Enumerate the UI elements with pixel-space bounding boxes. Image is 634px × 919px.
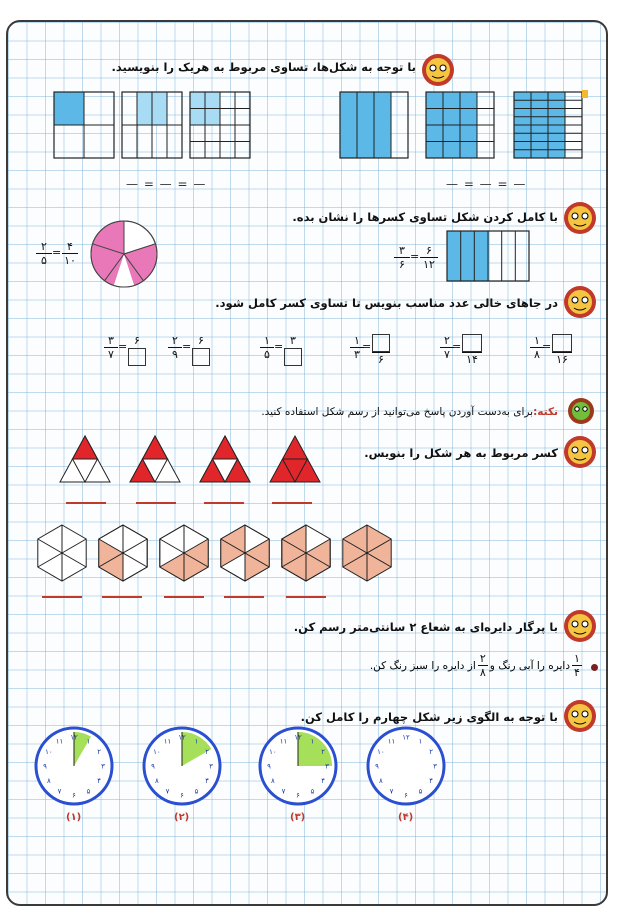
clock-numeral: ۱۱ bbox=[279, 737, 288, 746]
clock-label-1: (۱) bbox=[66, 812, 82, 823]
clock-label-2: (۲) bbox=[174, 812, 190, 823]
bee-mascot-icon bbox=[560, 200, 600, 236]
clock-numeral: ۳ bbox=[433, 762, 437, 771]
note-text: نکته:برای به‌دست آوردن پاسخ می‌توانید از رسم شکل استفاده کنید. bbox=[261, 406, 558, 418]
blank-equation-left[interactable]: — = — = — bbox=[126, 177, 207, 191]
bullet-point bbox=[591, 664, 598, 671]
clock-numeral: ۸ bbox=[155, 777, 159, 785]
clock-numeral: ۸ bbox=[271, 777, 275, 785]
instruction-line: $\frac{۱}{۴}$ دایره را آبی رنگ و $\frac{۲}{۸}$ از دایره را سبز رنگ کن. bbox=[370, 652, 582, 679]
clock-numeral: ۲ bbox=[429, 748, 433, 756]
clock-numeral: ۶ bbox=[404, 791, 408, 800]
clock-numeral: ۶ bbox=[72, 791, 76, 800]
triangles-row bbox=[58, 434, 348, 488]
answer-line[interactable] bbox=[272, 502, 312, 504]
clock-numeral: ۸ bbox=[47, 777, 51, 785]
section6-title: با توجه به الگوی زیر شکل چهارم را کامل کن. bbox=[300, 710, 558, 724]
fill-in-fractions-row: ۳ ۷ = ۶ ۲ ۹ = ۶ ۱ ۵ = ۳ ۱ ۳ = ۶ ۲ ۷ = ۱۴ ۱ ۸ = ۱۶ bbox=[104, 334, 584, 384]
clock-numeral: ۶ bbox=[180, 791, 184, 800]
clock-numeral: ۲ bbox=[321, 748, 325, 756]
clock-numeral: ۱۰ bbox=[377, 748, 385, 756]
clock-numeral: ۱۰ bbox=[269, 748, 277, 756]
clock-numeral: ۹ bbox=[375, 762, 379, 771]
clock-numeral: ۷ bbox=[281, 787, 286, 796]
clock-numeral: ۹ bbox=[43, 762, 47, 771]
clock-numeral: ۷ bbox=[57, 787, 62, 796]
hexagons-row bbox=[32, 522, 404, 584]
clock-numeral: ۵ bbox=[418, 787, 423, 796]
clock-numeral: ۱۲ bbox=[70, 733, 78, 742]
worksheet-page: با توجه به شکل‌ها، تساوی مربوط به هریک را بنویسید. — = — = — — = — = — با کامل کردن شکل تساوی کسرها را نشان بده. ۲ ۵ = ۴ ۱۰ ۳ ۶ = ۶ ۱۲ در جاهای خالی عدد مناسب بنویس تا تساوی کسر کامل شود. ۳ ۷ = ۶ ۲ ۹ = ۶ ۱ ۵ = ۳ ۱ ۳ = ۶ ۲ ۷ = ۱۴ ۱ ۸ = ۱۶ نکته:برای به‌دست آوردن پاسخ می‌توانید از رسم شکل استفاده کنید. کسر مربوط به هر شکل را بنویس. با پرگار دایره‌ای به شعاع ۲ سانتی‌متر رسم کن. $\frac{۱}{۴}$ دایره را آبی رنگ و $\frac{۲}{۸}$ از دایره را سبز رنگ کن. با توجه به الگوی زیر شکل چهارم را کامل کن. ۱۲ ۱ ۲ ۳ ۴ ۵ ۶ ۷ ۸ ۹ ۱۰ ۱۱ ۱۲ ۱ ۲ ۳ ۴ ۵ ۶ ۷ ۸ ۹ ۱۰ ۱۱ ۱۲ ۱ ۲ ۳ ۴ ۵ ۶ ۷ ۸ ۹ ۱۰ ۱۱ ۱۲ ۱ ۲ ۳ ۴ ۵ ۶ ۷ ۸ ۹ ۱۰ ۱۱ (۱) (۲) (۳) (۴) bbox=[6, 20, 608, 906]
clock-numeral: ۴ bbox=[97, 777, 101, 785]
clock-numeral: ۲ bbox=[97, 748, 101, 756]
clock-numeral: ۱۰ bbox=[45, 748, 53, 756]
clock-numeral: ۴ bbox=[429, 777, 433, 785]
clock-numeral: ۱۱ bbox=[55, 737, 64, 746]
clock-numeral: ۹ bbox=[267, 762, 271, 771]
strip-sixths[interactable] bbox=[446, 230, 530, 284]
answer-line[interactable] bbox=[224, 596, 264, 598]
clock-3 bbox=[260, 728, 336, 804]
fraction-2-5: ۲ ۵ bbox=[36, 240, 52, 267]
clock-label-4[interactable]: (۴) bbox=[398, 812, 414, 823]
section1-title: با توجه به شکل‌ها، تساوی مربوط به هریک را بنویسید. bbox=[111, 60, 416, 74]
bee-mascot-icon bbox=[560, 698, 600, 734]
answer-box[interactable] bbox=[552, 334, 572, 352]
fraction-4-10: ۴ ۱۰ bbox=[62, 240, 78, 267]
answer-line[interactable] bbox=[204, 502, 244, 504]
bee-mascot-icon bbox=[560, 284, 600, 320]
clock-numeral: ۵ bbox=[194, 787, 199, 796]
pink-pie-fifths[interactable] bbox=[88, 218, 160, 290]
bee-mascot-icon bbox=[560, 608, 600, 644]
left-square-grids bbox=[52, 90, 262, 160]
clock-numeral: ۶ bbox=[296, 791, 300, 800]
answer-box[interactable] bbox=[462, 334, 482, 352]
clock-numeral: ۲ bbox=[205, 748, 209, 756]
clock-numeral: ۱۲ bbox=[178, 733, 186, 742]
clock-numeral: ۱۱ bbox=[163, 737, 172, 746]
clock-numeral: ۴ bbox=[205, 777, 209, 785]
answer-line[interactable] bbox=[42, 596, 82, 598]
clock-numeral: ۳ bbox=[209, 762, 213, 771]
clock-numeral: ۱۱ bbox=[387, 737, 396, 746]
bee-mascot-icon bbox=[418, 52, 458, 88]
clock-pattern-row bbox=[28, 722, 448, 812]
clock-numeral: ۷ bbox=[389, 787, 394, 796]
ant-mascot-icon bbox=[564, 396, 598, 426]
section4-title: کسر مربوط به هر شکل را بنویس. bbox=[364, 446, 558, 460]
answer-line[interactable] bbox=[164, 596, 204, 598]
clock-numeral: ۷ bbox=[165, 787, 170, 796]
right-square-grids bbox=[338, 90, 588, 160]
answer-line[interactable] bbox=[66, 502, 106, 504]
answer-line[interactable] bbox=[286, 596, 326, 598]
answer-line[interactable] bbox=[102, 596, 142, 598]
clock-numeral: ۵ bbox=[86, 787, 91, 796]
fraction-3-6: ۳ ۶ bbox=[394, 244, 410, 271]
blank-equation-right[interactable]: — = — = — bbox=[446, 177, 527, 191]
clock-4 bbox=[368, 728, 444, 804]
clock-numeral: ۵ bbox=[310, 787, 315, 796]
section3-title: در جاهای خالی عدد مناسب بنویس تا تساوی کسر کامل شود. bbox=[215, 296, 558, 310]
clock-numeral: ۱۲ bbox=[294, 733, 302, 742]
clock-1 bbox=[36, 728, 112, 804]
section5-title: با پرگار دایره‌ای به شعاع ۲ سانتی‌متر رسم کن. bbox=[293, 620, 558, 634]
clock-numeral: ۱ bbox=[418, 737, 423, 746]
clock-numeral: ۱۰ bbox=[153, 748, 161, 756]
section2-title: با کامل کردن شکل تساوی کسرها را نشان بده. bbox=[292, 210, 558, 224]
clock-numeral: ۹ bbox=[151, 762, 155, 771]
answer-box[interactable] bbox=[372, 334, 390, 352]
fraction-6-12: ۶ ۱۲ bbox=[420, 244, 438, 271]
answer-line[interactable] bbox=[136, 502, 176, 504]
clock-numeral: ۱ bbox=[310, 737, 315, 746]
clock-numeral: ۴ bbox=[321, 777, 325, 785]
bee-mascot-icon bbox=[560, 434, 600, 470]
clock-label-3: (۳) bbox=[290, 812, 306, 823]
answer-box[interactable] bbox=[192, 348, 210, 366]
clock-numeral: ۱۲ bbox=[402, 733, 410, 742]
answer-box[interactable] bbox=[128, 348, 146, 366]
clock-numeral: ۳ bbox=[325, 762, 329, 771]
answer-box[interactable] bbox=[284, 348, 302, 366]
clock-2 bbox=[144, 728, 220, 804]
clock-numeral: ۸ bbox=[379, 777, 383, 785]
clock-numeral: ۳ bbox=[101, 762, 105, 771]
clock-numeral: ۱ bbox=[194, 737, 199, 746]
clock-numeral: ۱ bbox=[86, 737, 91, 746]
